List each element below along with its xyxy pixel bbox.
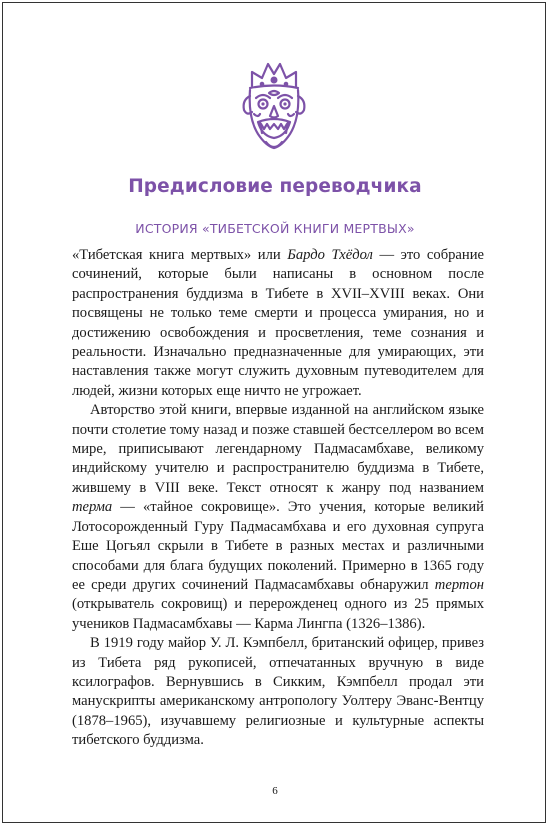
italic-term: терма [72,499,113,516]
page-number: 6 [272,785,278,797]
wrathful-deity-mask-icon [238,56,310,156]
text-run: — «тайное сокровище». Это учения, которые великий Лотосорожденный Гуру Падмасамбхава и его духовная супруга Еше Цогьял скрыли в Тибете в разных местах и различными способами для блага будущих поколений. Примерно в 1365 году ее среди других сочинений Падмасамбхавы обнаружил [72,499,484,593]
text-run: В 1919 году майор У. Л. Кэмпбелл, британский офицер, привез из Тибета ряд рукописей, отпечатанных вручную в виде ксилографов. Вернувшись в Сикким, Кэмпбелл продал эти манускрипты американскому антропологу Уолтеру Эванс-Вентцу (1878–1965), изучавшему религиозные и культурные аспекты тибетского буддизма. [72,635,484,749]
section-title: ИСТОРИЯ «ТИБЕТСКОЙ КНИГИ МЕРТВЫХ» [135,221,415,236]
text-run: — это собрание сочинений, которые были написаны в основном после распространения буддизма в Тибете в XVII–XVIII веках. Они посвящены не только теме смерти и процесса умирания, но и достижению освобождения и просветления, теме сознания и реальности. Изначально предназначенные для умирающих, эти наставления также могут служить духовным путеводителем для людей, жизни которых еще ничто не угрожает. [72,247,484,399]
italic-term: Бардо Тхёдол [287,247,373,263]
body-text [72,246,484,751]
text-run: «Тибетская книга мертвых» или [72,247,288,263]
chapter-title: Предисловие переводчика [128,176,422,197]
text-run: (открыватель сокровищ) и перерожденец одного из 25 прямых учеников Падмасамбхавы — Карма Лингпа (1326–1386). [72,596,484,632]
text-run: Авторство этой книги, впервые изданной на английском языке почти столетие тому назад и позже ставшей бестселлером во всем мире, приписывают легендарному Падмасамбхаве, великому индийскому учителю и распространителю буддизма в Тибете, жившему в VIII веке. Текст относят к жанру под названием [72,402,484,496]
paragraph-2 [72,401,484,634]
italic-term: тертон [434,576,484,593]
paragraph-3 [72,634,484,750]
paragraph-1 [72,246,484,401]
